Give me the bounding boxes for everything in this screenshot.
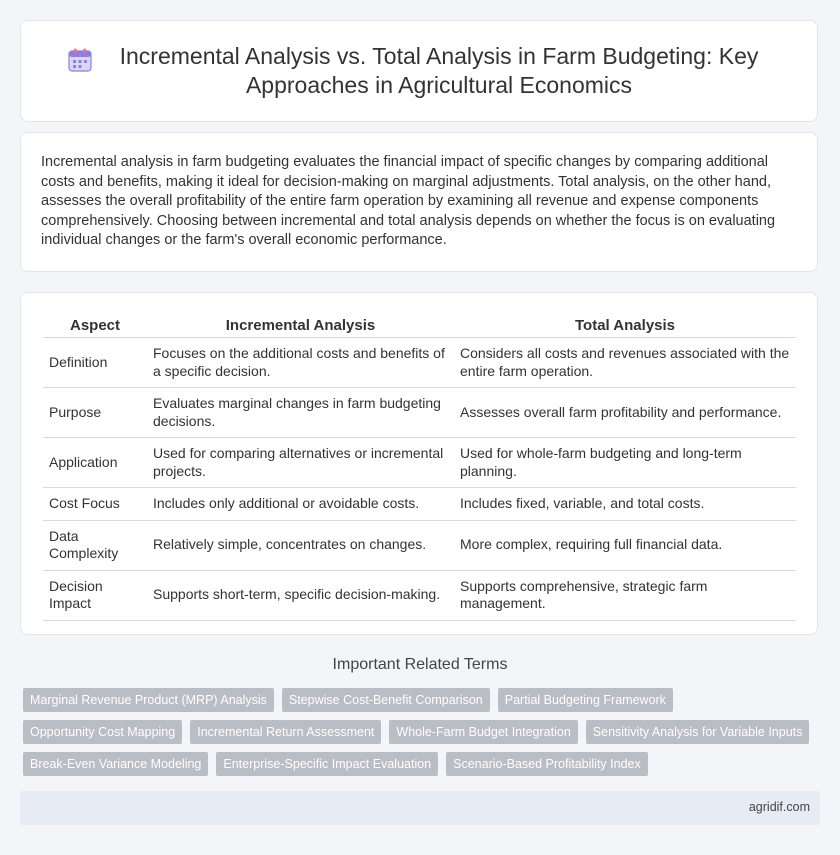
total-cell: More complex, requiring full financial data. — [454, 520, 796, 570]
comparison-table — [43, 313, 796, 621]
aspect-cell: Data Complexity — [43, 520, 147, 570]
incremental-cell: Supports short-term, specific decision-making. — [147, 570, 454, 620]
aspect-cell: Decision Impact — [43, 570, 147, 620]
table-header-row — [43, 313, 796, 338]
total-cell: Assesses overall farm profitability and performance. — [454, 388, 796, 438]
table-row — [43, 338, 796, 388]
related-term-tag[interactable]: Partial Budgeting Framework — [498, 688, 673, 712]
related-terms-list — [23, 688, 823, 776]
related-term-tag[interactable]: Whole-Farm Budget Integration — [389, 720, 577, 744]
header-aspect: Aspect — [43, 313, 147, 338]
related-terms-title: Important Related Terms — [332, 656, 508, 673]
total-cell: Supports comprehensive, strategic farm management. — [454, 570, 796, 620]
related-term-tag[interactable]: Break-Even Variance Modeling — [23, 752, 208, 776]
incremental-cell: Includes only additional or avoidable costs. — [147, 488, 454, 521]
header-incremental: Incremental Analysis — [147, 313, 454, 338]
table-row — [43, 438, 796, 488]
aspect-cell: Application — [43, 438, 147, 488]
table-row — [43, 488, 796, 521]
aspect-cell: Purpose — [43, 388, 147, 438]
page-title: Incremental Analysis vs. Total Analysis in Farm Budgeting: Key Approaches in Agricultural Economics — [119, 43, 759, 98]
aspect-cell: Cost Focus — [43, 488, 147, 521]
total-cell: Used for whole-farm budgeting and long-term planning. — [454, 438, 796, 488]
incremental-cell: Focuses on the additional costs and benefits of a specific decision. — [147, 338, 454, 388]
related-term-tag[interactable]: Enterprise-Specific Impact Evaluation — [216, 752, 438, 776]
total-cell: Includes fixed, variable, and total costs. — [454, 488, 796, 521]
footer — [20, 791, 820, 825]
incremental-cell: Relatively simple, concentrates on changes. — [147, 520, 454, 570]
footer-site-link[interactable]: agridif.com — [748, 800, 810, 814]
table-row — [43, 520, 796, 570]
header-total: Total Analysis — [454, 313, 796, 338]
table-row — [43, 570, 796, 620]
comparison-table-card — [20, 292, 818, 635]
header-card — [20, 20, 818, 122]
aspect-cell: Definition — [43, 338, 147, 388]
related-term-tag[interactable]: Stepwise Cost-Benefit Comparison — [282, 688, 490, 712]
incremental-cell: Used for comparing alternatives or incremental projects. — [147, 438, 454, 488]
related-term-tag[interactable]: Scenario-Based Profitability Index — [446, 752, 648, 776]
related-term-tag[interactable]: Sensitivity Analysis for Variable Inputs — [586, 720, 810, 744]
table-row — [43, 388, 796, 438]
related-term-tag[interactable]: Marginal Revenue Product (MRP) Analysis — [23, 688, 274, 712]
intro-paragraph: Incremental analysis in farm budgeting evaluates the financial impact of specific changes by comparing additional costs and benefits, making it ideal for decision-making on marginal adjustments. Total analysis, on the other hand, assesses the overall profitability of the entire farm operation by examining all revenue and expense components comprehensively. Choosing between incremental and total analysis depends on whether the focus is on evaluating individual changes or the farm's overall economic performance. — [41, 154, 776, 248]
related-term-tag[interactable]: Incremental Return Assessment — [190, 720, 381, 744]
intro-card — [20, 132, 818, 272]
total-cell: Considers all costs and revenues associated with the entire farm operation. — [454, 338, 796, 388]
related-term-tag[interactable]: Opportunity Cost Mapping — [23, 720, 182, 744]
incremental-cell: Evaluates marginal changes in farm budgeting decisions. — [147, 388, 454, 438]
